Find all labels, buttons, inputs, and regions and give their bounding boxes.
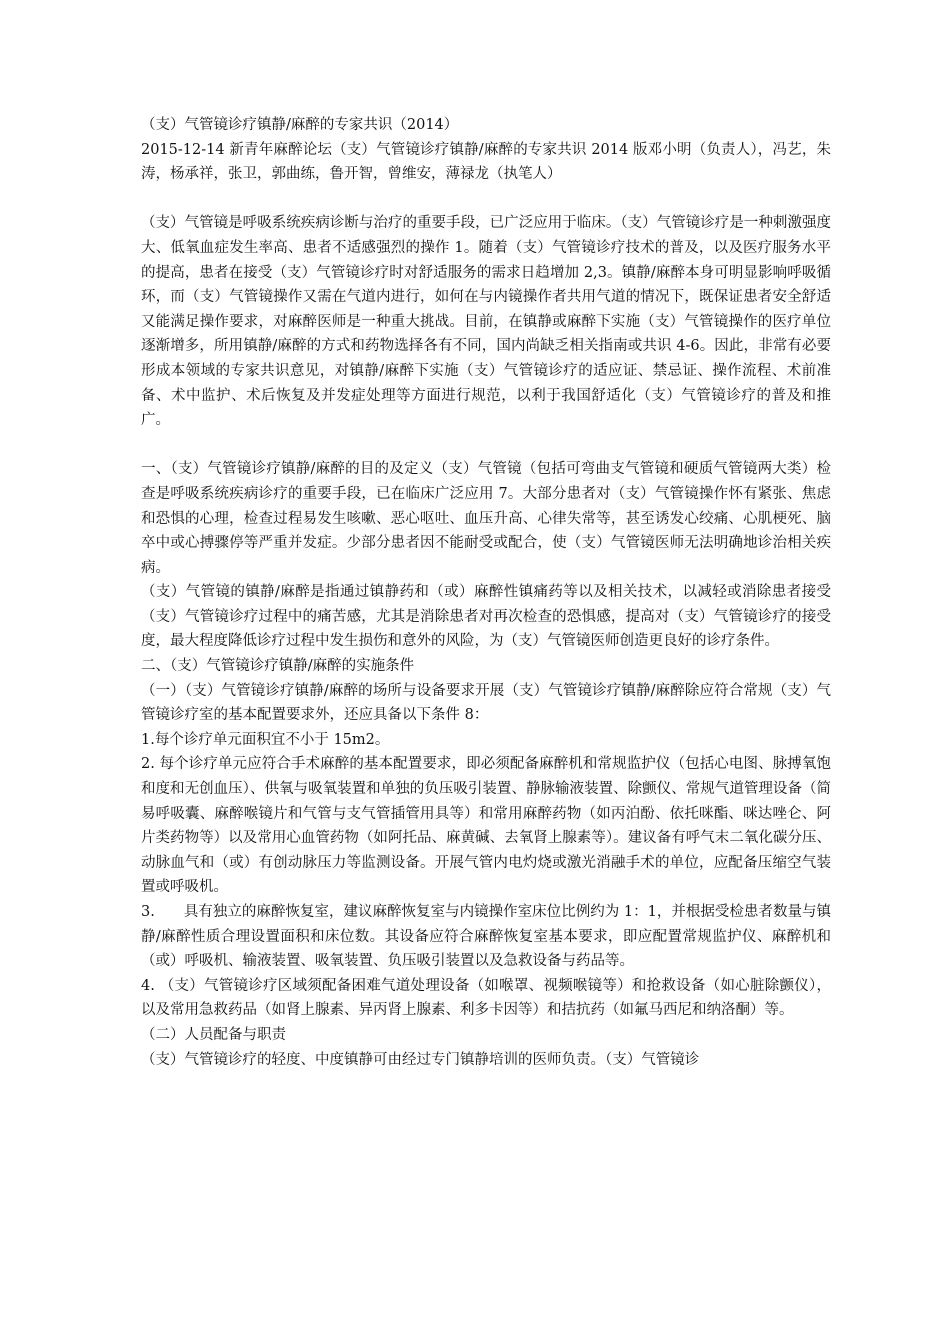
section-1-paragraph: 一、（支）气管镜诊疗镇静/麻醉的目的及定义（支）气管镜（包括可弯曲支气管镜和硬质气管镜两大类）检查是呼吸系统疾病诊疗的重要手段，已在临床广泛应用 7。大部分患者对（支）气管镜操作怀有紧张、焦虑和恐惧的心理，检查过程易发生咳嗽、恶心呕吐、血压升高、心律失常等，甚至诱发心绞痛、心肌梗死、脑卒中或心搏骤停等严重并发症。少部分患者因不能耐受或配合，使（支）气管镜医师无法明确地诊治相关疾病。 xyxy=(141,461,831,576)
section-2-heading: 二、（支）气管镜诊疗镇静/麻醉的实施条件 xyxy=(141,658,415,675)
section-1b-paragraph: （支）气管镜的镇静/麻醉是指通过镇静药和（或）麻醉性镇痛药等以及相关技术，以减轻或消除患者接受（支）气管镜诊疗过程中的痛苦感，尤其是消除患者对再次检查的恐惧感，提高对（支）气管镜诊疗的接受度，最大程度降低诊疗过程中发生损伤和意外的风险，为（支）气管镜医师创造更良好的诊疗条件。 xyxy=(141,584,831,650)
section-2-1-paragraph: （一）（支）气管镜诊疗镇静/麻醉的场所与设备要求开展（支）气管镜诊疗镇静/麻醉除应符合常规（支）气管镜诊疗室的基本配置要求外，还应具备以下条件 8： xyxy=(141,682,831,724)
list-item-3: 3. 具有独立的麻醉恢复室，建议麻醉恢复室与内镜操作室床位比例约为 1：1，并根据受检患者数量与镇静/麻醉性质合理设置面积和床位数。其设备应符合麻醉恢复室基本要求，即应配置常规监护仪、麻醉机和（或）呼吸机、输液装置、吸氧装置、负压吸引装置以及急救设备与药品等。 xyxy=(141,904,831,970)
last-paragraph: （支）气管镜诊疗的轻度、中度镇静可由经过专门镇静培训的医师负责。（支）气管镜诊 xyxy=(141,1051,700,1068)
list-item-2: 2. 每个诊疗单元应符合手术麻醉的基本配置要求，即必须配备麻醉机和常规监护仪（包括心电图、脉搏氧饱和度和无创血压）、供氧与吸氧装置和单独的负压吸引装置、静脉输液装置、除颤仪、常规气道管理设备（简易呼吸囊、麻醉喉镜片和气管与支气管插管用具等）和常用麻醉药物（如丙泊酚、依托咪酯、咪达唑仑、阿片类药物等）以及常用心血管药物（如阿托品、麻黄碱、去氧肾上腺素等）。建议备有呼气末二氧化碳分压、动脉血气和（或）有创动脉压力等监测设备。开展气管内电灼烧或激光消融手术的单位，应配备压缩空气装置或呼吸机。 xyxy=(141,756,831,896)
document-byline: 2015-12-14 新青年麻醉论坛（支）气管镜诊疗镇静/麻醉的专家共识 2014 版邓小明（负责人），冯艺，朱涛，杨承祥，张卫，郭曲练，鲁开智，曾维安，薄禄龙（执笔人） xyxy=(141,141,831,183)
list-item-4: 4. （支）气管镜诊疗区域须配备困难气道处理设备（如喉罩、视频喉镜等）和抢救设备（如心脏除颤仪），以及常用急救药品（如肾上腺素、异丙肾上腺素、利多卡因等）和拮抗药（如氟马西尼和纳洛酮）等。 xyxy=(141,977,831,1019)
list-item-1: 1.每个诊疗单元面积宜不小于 15m2。 xyxy=(141,731,390,748)
section-2-2-heading: （二）人员配备与职责 xyxy=(141,1026,286,1043)
spacer xyxy=(141,187,831,212)
spacer xyxy=(141,433,831,458)
document-title: （支）气管镜诊疗镇静/麻醉的专家共识（2014） xyxy=(141,117,459,133)
document-page xyxy=(141,113,831,1072)
intro-paragraph: （支）气管镜是呼吸系统疾病诊断与治疗的重要手段，已广泛应用于临床。（支）气管镜诊疗是一种刺激强度大、低氧血症发生率高、患者不适感强烈的操作 1。随着（支）气管镜诊疗技术的普及，以及医疗服务水平的提高，患者在接受（支）气管镜诊疗时对舒适服务的需求日趋增加 2,3。镇静/麻醉本身可明显影响呼吸循环，而（支）气管镜操作又需在气道内进行，如何在与内镜操作者共用气道的情况下，既保证患者安全舒适又能满足操作要求，对麻醉医师是一种重大挑战。目前，在镇静或麻醉下实施（支）气管镜操作的医疗单位逐渐增多，所用镇静/麻醉的方式和药物选择各有不同，国内尚缺乏相关指南或共识 4-6。因此，非常有必要形成本领域的专家共识意见，对镇静/麻醉下实施（支）气管镜诊疗的适应证、禁忌证、操作流程、术前准备、术中监护、术后恢复及并发症处理等方面进行规范，以利于我国舒适化（支）气管镜诊疗的普及和推广。 xyxy=(141,215,831,429)
